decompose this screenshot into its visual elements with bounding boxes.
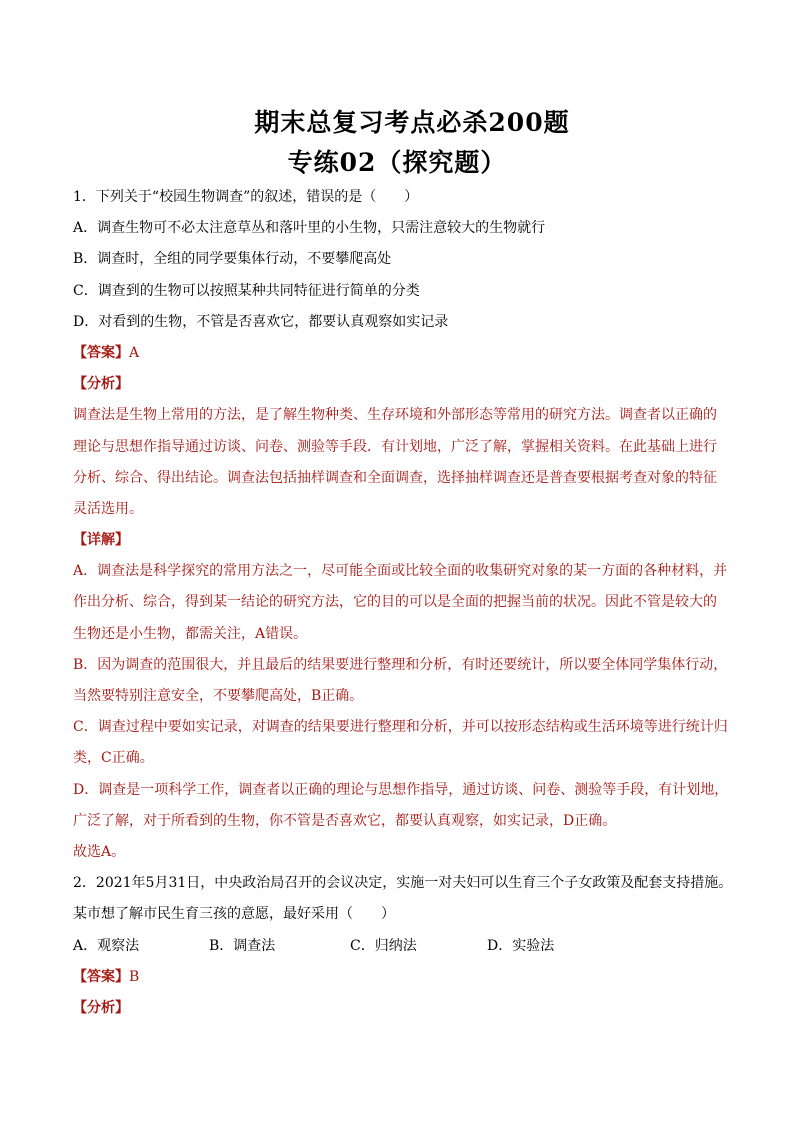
q1-detail-line-4: B．因为调查的范围很大，并且最后的结果要进行整理和分析，有时还要统计，所以要全体同学集体行动， [73, 656, 728, 673]
q1-option-d: D．对看到的生物，不管是否喜欢它，都要认真观察如实记录 [73, 313, 449, 330]
q1-detail-line-1: A．调查法是科学探究的常用方法之一，尽可能全面或比较全面的收集研究对象的某一方面的各种材料，并 [73, 563, 728, 580]
q2-option-a: A．观察法 [73, 937, 140, 954]
q2-answer-value: B [129, 968, 140, 985]
q1-conclusion: 故选A。 [73, 843, 126, 860]
q1-detail-line-9: 广泛了解，对于所看到的生物，你不管是否喜欢它，都要认真观察，如实记录，D正确。 [73, 812, 617, 829]
q1-analysis-line-3: 分析、综合、得出结论。调查法包括抽样调查和全面调查，选择抽样调查还是普查要根据考查对象的特征 [73, 469, 717, 486]
document-subtitle: 专练02（探究题） [287, 148, 507, 177]
q1-answer [73, 338, 733, 369]
q2-option-c: C．归纳法 [350, 937, 417, 954]
q2-option-b: B．调查法 [209, 937, 276, 954]
q1-detail-line-7: 类，C正确。 [73, 750, 154, 767]
q1-detail-line-2: 作出分析、综合，得到某一结论的研究方法，它的目的可以是全面的把握当前的状况。因此不管是较大的 [73, 594, 717, 611]
q1-analysis-line-2: 理论与思想作指导通过访谈、问卷、测验等手段．有计划地，广泛了解，掌握相关资料。在此基础上进行 [73, 438, 717, 455]
q2-stem-line-1: 2．2021年5月31日，中央政治局召开的会议决定，实施一对夫妇可以生育三个子女政策及配套支持措施。 [73, 875, 733, 892]
q1-detail-line-6: C．调查过程中要如实记录，对调查的结果要进行整理和分析，并可以按形态结构或生活环境等进行统计归 [73, 719, 728, 736]
q2-answer [73, 962, 733, 993]
q2-options [73, 931, 733, 962]
q2-answer-label: 【答案】 [73, 968, 129, 985]
q1-option-a: A．调查生物可不必太注意草丛和落叶里的小生物，只需注意较大的生物就行 [73, 220, 546, 237]
q1-detail-line-5: 当然要特别注意安全，不要攀爬高处，B正确。 [73, 688, 364, 704]
q1-detail-line-3: 生物还是小生物，都需关注，A错误。 [73, 625, 308, 642]
q1-detail-line-8: D．调查是一项科学工作，调查者以正确的理论与思想作指导，通过访谈、问卷、测验等手段，有计划地， [73, 781, 729, 798]
q2-option-d: D．实验法 [487, 937, 555, 954]
document-body [73, 182, 733, 1024]
q2-stem-line-2: 某市想了解市民生育三孩的意愿，最好采用（ ） [73, 906, 395, 923]
q1-analysis-line-4: 灵活选用。 [73, 500, 143, 517]
q1-stem: 1．下列关于“校园生物调查”的叙述，错误的是（ ） [73, 189, 419, 205]
q1-analysis-label: 【分析】 [73, 376, 129, 393]
document-title: 期末总复习考点必杀200题 [254, 108, 570, 137]
q1-option-c: C．调查到的生物可以按照某种共同特征进行简单的分类 [73, 282, 420, 299]
q1-answer-value: A [129, 344, 140, 361]
q1-option-b: B．调查时，全组的同学要集体行动，不要攀爬高处 [73, 251, 392, 268]
q1-detail-label: 【详解】 [73, 532, 129, 549]
q1-answer-label: 【答案】 [73, 344, 129, 361]
q2-analysis-label: 【分析】 [73, 999, 129, 1016]
q1-analysis-line-1: 调查法是生物上常用的方法，是了解生物种类、生存环境和外部形态等常用的研究方法。调查者以正确的 [73, 407, 717, 424]
